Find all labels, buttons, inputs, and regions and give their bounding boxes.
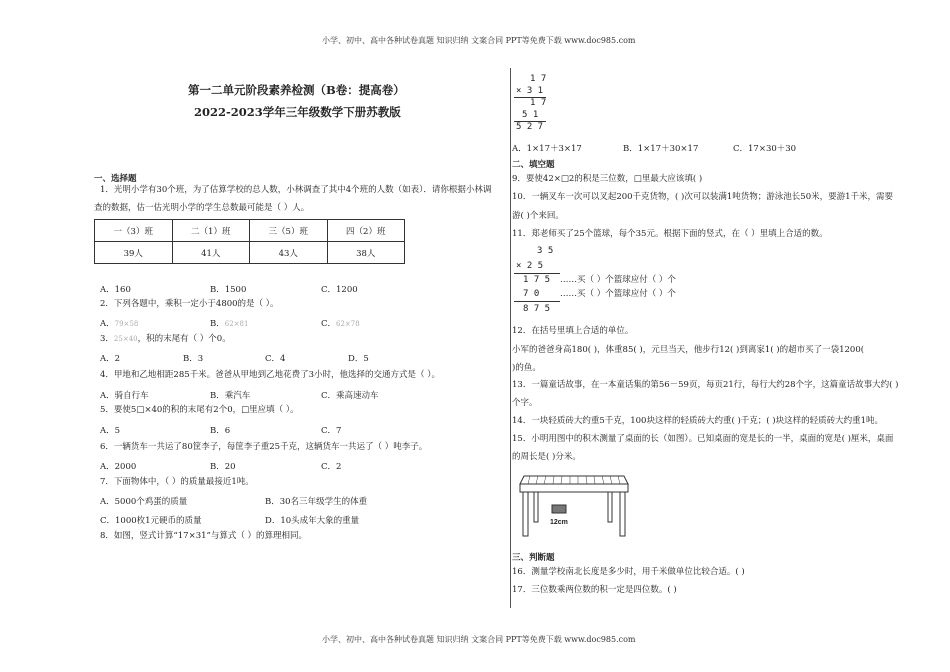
vert1-row5: 5 2 7 (516, 122, 544, 132)
vert2-row3: 1 7 5 (523, 275, 551, 285)
vert1-row4: 5 1 (522, 110, 539, 120)
q8-option-a: A．1×17＋3×17 (512, 144, 582, 154)
q5-option-a: A．5 (100, 426, 121, 436)
table-header: 四（2）班 (327, 220, 405, 242)
q3-option-a: A．2 (100, 354, 121, 364)
q8-option-c: C．17×30＋30 (733, 144, 797, 154)
q1-option-a: A．160 (100, 285, 131, 295)
question-9: 9．要使42×□2的积是三位数，□里最大应该填( ) (512, 174, 703, 184)
vert2-line1 (514, 273, 560, 274)
q3-option-d: D．5 (348, 354, 369, 364)
question-14: 14．一块轻质砖大约重5千克，100块这样的轻质砖大约重( )千克；( )块这样的轻质砖大约重1吨。 (512, 416, 884, 426)
table-illustration (512, 470, 632, 542)
vert1-row1: 1 7 (530, 74, 547, 84)
q4-option-a: A．骑自行车 (100, 391, 149, 401)
table-cell: 38人 (327, 242, 405, 264)
q3-option-b: B．3 (183, 354, 204, 364)
table-header: 二（1）班 (172, 220, 250, 242)
column-divider (510, 68, 511, 608)
table-cell: 43人 (250, 242, 328, 264)
q7-option-c: C．1000枚1元硬币的质量 (100, 516, 202, 526)
q5-option-c: C．7 (321, 426, 342, 436)
class-table (94, 219, 405, 264)
vert2-row4: 7 0 (523, 289, 540, 299)
q2-option-b-expr: 62×81 (224, 320, 249, 328)
q1-option-c: C．1200 (321, 285, 358, 295)
vert1-row3: 1 7 (530, 98, 547, 108)
q3-text: ，积的末尾有（ ）个0。 (137, 334, 231, 344)
section-judge: 三、判断题 (512, 553, 555, 563)
table-header: 三（5）班 (250, 220, 328, 242)
question-10-line1: 10．一辆叉车一次可以叉起200千克货物，( )次可以装满1吨货物；游泳池长50米，要游1千米，需要 (512, 192, 894, 202)
q2-option-a-expr: 79×58 (114, 320, 139, 328)
q5-option-b: B．6 (210, 426, 231, 436)
section-choice: 一、选择题 (94, 174, 137, 184)
question-16: 16．测量学校南北长度是多少时，用千米做单位比较合适。( ) (512, 567, 745, 577)
page-footer: 小学、初中、高中各种试卷真题 知识归纳 文案合同 PPT等免费下载 www.doc985.com (322, 635, 636, 644)
q2-option-c (321, 317, 360, 329)
table-cell: 41人 (172, 242, 250, 264)
vert2-row5: 8 7 5 (523, 304, 551, 314)
q7-option-d: D．10头成年大象的重量 (265, 516, 360, 526)
q3-option-c: C．4 (265, 354, 286, 364)
q6-option-b: B．20 (210, 462, 236, 472)
vert2-note2: ……买（ ）个篮球应付（ ）个 (560, 289, 676, 299)
measuring-block (552, 505, 566, 513)
question-3 (100, 334, 231, 345)
question-10-line2: 游( )个来回。 (512, 211, 564, 221)
page-header: 小学、初中、高中各种试卷真题 知识归纳 文案合同 PPT等免费下载 www.doc985.com (322, 36, 636, 45)
title-main: 第一二单元阶段素养检测（B卷：提高卷） (188, 83, 405, 97)
question-12-line2: 小军的爸爸身高180( )，体重85( )，元旦当天，他步行12( )到离家1( )的超市买了一袋1200( (512, 345, 865, 355)
question-17: 17．三位数乘两位数的积一定是四位数。( ) (512, 585, 677, 595)
question-13-line1: 13．一篇童话故事，在一本童话集的第56－59页，每页21行，每行大约28个字，这篇童话故事大约( ) (512, 380, 899, 390)
q1-option-b: B．1500 (210, 285, 247, 295)
table-cell: 39人 (95, 242, 173, 264)
question-6: 6．一辆货车一共运了80筐李子，每筐李子重25千克，这辆货车一共运了（ ）吨李子。 (100, 442, 428, 452)
question-7: 7．下面物体中，（ ）的质量最接近1吨。 (100, 477, 254, 487)
vert2-line2 (514, 301, 560, 302)
q8-option-b: B．1×17＋30×17 (623, 144, 699, 154)
question-15-line2: 的周长是( )分米。 (512, 452, 581, 462)
q2-option-b-label: B． (210, 319, 225, 329)
question-1-line1: 1．光明小学有30个班，为了估算学校的总人数，小林调查了其中4个班的人数（如表）．请你根据小林调 (100, 185, 492, 195)
vert2-row2: × 2 5 (516, 261, 544, 271)
q3-number: 3． (100, 334, 114, 344)
question-4: 4．甲地和乙地相距285千米。爸爸从甲地到乙地花费了3小时，他选择的交通方式是（ ）。 (100, 370, 440, 380)
question-13-line2: 个字。 (512, 398, 538, 408)
vert1-row2: × 3 1 (516, 86, 544, 96)
vert2-row1: 3 5 (537, 246, 554, 256)
question-8: 8．如图，竖式计算“17×31”与算式（ ）的算理相同。 (100, 531, 308, 541)
q2-option-c-label: C． (321, 319, 337, 329)
q2-option-a (100, 317, 138, 329)
title-sub: 2022-2023学年三年级数学下册苏教版 (194, 105, 401, 119)
vert2-note1: ……买（ ）个篮球应付（ ）个 (560, 275, 676, 285)
q2-option-a-label: A． (100, 319, 115, 329)
question-15-line1: 15．小明用图中的积木测量了桌面的长（如图）。已知桌面的宽是长的一半，桌面的宽是( )厘米，桌面 (512, 434, 894, 444)
table-header: 一（3）班 (95, 220, 173, 242)
q6-option-a: A．2000 (100, 462, 137, 472)
question-2: 2．下列各题中，乘积一定小于4800的是（ ）。 (100, 299, 279, 309)
q2-option-b (210, 317, 248, 329)
q2-option-c-expr: 62×78 (336, 320, 360, 328)
q3-expression: 25×40 (113, 335, 138, 343)
question-12: 12．在括号里填上合适的单位。 (512, 326, 634, 336)
q4-option-b: B．乘汽车 (210, 391, 251, 401)
question-1-line2: 查的数据，估一估光明小学的学生总数最可能是（ ）人。 (94, 203, 310, 213)
question-11: 11．郑老师买了25个篮球，每个35元。根据下面的竖式，在（ ）里填上合适的数。 (512, 229, 828, 239)
block-label: 12cm (550, 519, 568, 526)
question-12-line3: )的鱼。 (512, 363, 541, 373)
q6-option-c: C．2 (321, 462, 342, 472)
q7-option-a: A．5000个鸡蛋的质量 (100, 497, 188, 507)
section-fill: 二、填空题 (512, 160, 555, 170)
question-5: 5．要使5□×40的积的末尾有2个0，□里应填（ ）。 (100, 405, 299, 415)
q7-option-b: B．30名三年级学生的体重 (265, 497, 368, 507)
q4-option-c: C．乘高速动车 (321, 391, 379, 401)
